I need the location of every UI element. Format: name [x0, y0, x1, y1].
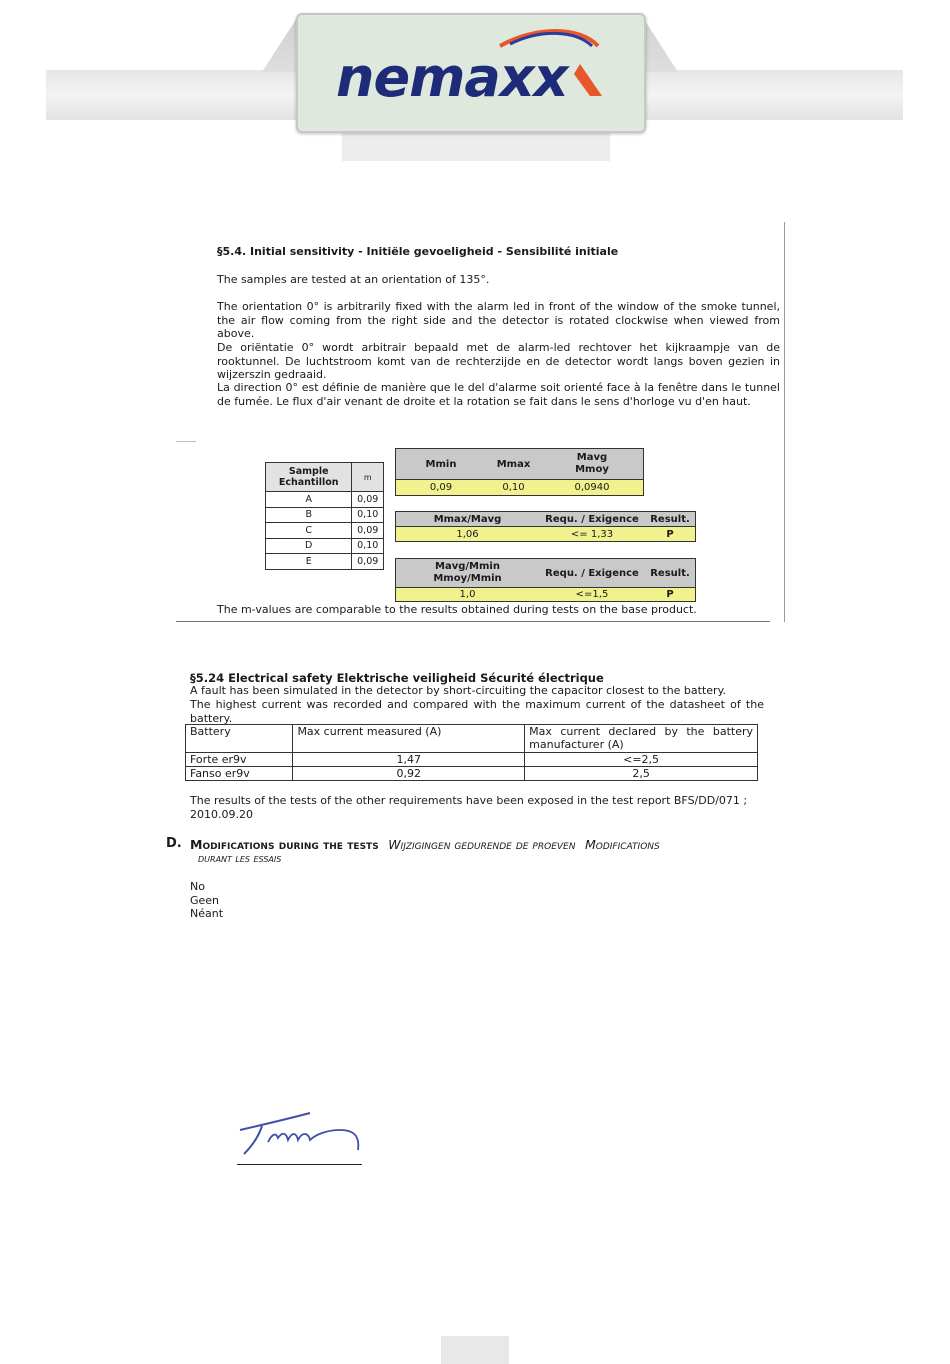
ratio2-value: 1,0 [459, 589, 476, 600]
m-header: m [352, 463, 384, 492]
ratio1-result: P [666, 528, 674, 540]
section-5-4-note: The m-values are comparable to the results obtained during tests on the base product. [217, 603, 697, 616]
mavg-value: 0,0940 [574, 482, 610, 493]
sample-id: C [266, 523, 352, 539]
section-5-4-para-en: The orientation 0° is arbitrarily fixed with the alarm led in front of the window of the smoke tunnel, the air flow coming from the right side and the detector is rotated clockwise when viewed from above. [217, 300, 780, 341]
nemaxx-logo [330, 24, 615, 109]
answer-fr: Néant [190, 907, 224, 920]
section-5-4-title: §5.4. Initial sensitivity - Initiële gevoeligheid - Sensibilité initiale [217, 245, 619, 258]
sample-m-value: 0,10 [352, 507, 384, 523]
scan-border-right [784, 222, 785, 622]
sample-id: B [266, 507, 352, 523]
table-header-row [186, 725, 758, 753]
battery-name: Forte er9v [186, 753, 293, 767]
mavg-label-en: Mavg [576, 452, 608, 463]
section-5-4-intro: The samples are tested at an orientation of 135°. [217, 273, 490, 286]
ratio2-label [396, 561, 539, 585]
table-row [266, 523, 384, 539]
mmin-value: 0,09 [429, 482, 453, 493]
table-row [266, 507, 384, 523]
scan-border-mark [176, 441, 196, 442]
ratio2-label-fr: Mmoy/Mmin [433, 573, 502, 584]
col-header-declared: Max current declared by the battery manufacturer (A) [525, 725, 758, 753]
table-row [266, 538, 384, 554]
mavg-label [541, 452, 643, 476]
section-d-letter: D. [166, 836, 182, 851]
m-stats-table [395, 448, 644, 496]
section-d-title-nl: Wijzigingen gedurende de proeven [388, 837, 576, 852]
answer-nl: Geen [190, 894, 220, 907]
ratio-avg-min-table [395, 558, 696, 602]
ratio1-result-label: Result. [650, 513, 690, 525]
ratio1-value: 1,06 [456, 528, 479, 540]
ratio2-label-en: Mavg/Mmin [435, 561, 500, 572]
table-row [186, 767, 758, 781]
sample-header-fr: Echantillon [278, 477, 339, 488]
section-d-title-fr: Modifications [584, 837, 660, 852]
scan-border-bottom [176, 621, 770, 622]
answer-en: No [190, 880, 205, 893]
section-5-4-para-fr: La direction 0° est définie de manière que le del d'alarme soit orienté face à la fenêtre dans le tunnel de fumée. Le flux d'air venant de droite et la rotation se fait dans le sens d'horloge vu d'en haut. [217, 381, 780, 408]
ratio2-requ: <=1,5 [575, 589, 609, 600]
sample-header [266, 463, 352, 492]
section-5-24-line1: A fault has been simulated in the detector by short-circuiting the capacitor closest to the battery. [190, 684, 727, 697]
electrical-safety-table [185, 724, 758, 781]
ratio1-requ-label: Requ. / Exigence [545, 513, 639, 525]
col-header-battery: Battery [186, 725, 293, 753]
ratio2-result: P [666, 589, 674, 600]
section-5-4-para-nl: De oriëntatie 0° wordt arbitrair bepaald met de alarm-led rechtover het kijkraampje van de rooktunnel. De luchtstroom komt van de rechterzijde en de detector wordt langs boven gezien in wijzerszin gedraaid. [217, 341, 780, 382]
sample-header-en: Sample [288, 466, 329, 477]
ratio2-result-label: Result. [650, 567, 690, 579]
sample-id: E [266, 554, 352, 570]
mmin-label: Mmin [425, 458, 457, 470]
table-row [186, 753, 758, 767]
signature-line [237, 1164, 362, 1165]
ratio1-requ: <= 1,33 [570, 528, 614, 540]
mmax-label: Mmax [496, 458, 531, 470]
section-d-title-fr-cont: durant les essais [198, 852, 282, 865]
ratio-max-avg-table [395, 511, 696, 542]
section-d-title-en: Modifications during the tests [190, 837, 379, 852]
ratio1-label: Mmax/Mavg [433, 513, 502, 525]
section-5-24-title: §5.24 Electrical safety Elektrische veiligheid Sécurité électrique [190, 671, 604, 685]
battery-name: Fanso er9v [186, 767, 293, 781]
sample-m-value: 0,09 [352, 554, 384, 570]
declared-value: 2,5 [525, 767, 758, 781]
results-note: The results of the tests of the other requirements have been exposed in the test report BFS/DD/071 ; 2010.09.20 [190, 794, 748, 821]
declared-value: <=2,5 [525, 753, 758, 767]
sample-m-value: 0,09 [352, 492, 384, 508]
table-row [266, 554, 384, 570]
sample-m-value: 0,09 [352, 523, 384, 539]
signature-image [236, 1108, 366, 1158]
mavg-label-fr: Mmoy [575, 464, 609, 475]
sample-id: A [266, 492, 352, 508]
measured-value: 0,92 [293, 767, 525, 781]
page-number-tab [441, 1336, 509, 1364]
sample-m-value: 0,10 [352, 538, 384, 554]
table-row [266, 492, 384, 508]
section-d-title [190, 837, 660, 852]
svg-text:nemaxx: nemaxx [336, 46, 568, 109]
sample-table [265, 462, 384, 570]
section-5-24-line2: The highest current was recorded and compared with the maximum current of the datasheet of the battery. [190, 698, 764, 725]
col-header-measured: Max current measured (A) [293, 725, 525, 753]
mmax-value: 0,10 [502, 482, 525, 493]
sample-id: D [266, 538, 352, 554]
ratio2-requ-label: Requ. / Exigence [545, 567, 639, 579]
measured-value: 1,47 [293, 753, 525, 767]
